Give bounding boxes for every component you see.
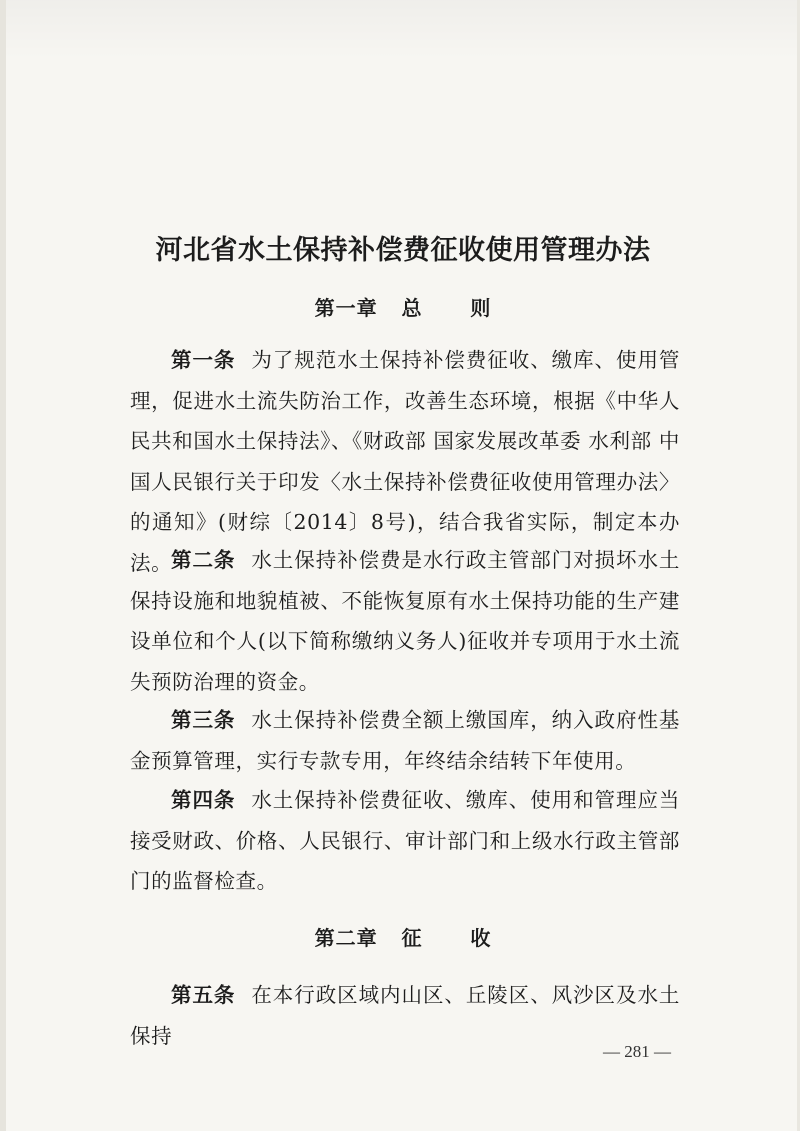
article-label: 第三条 (171, 708, 236, 732)
article-label: 第四条 (171, 788, 236, 812)
page-number: — 281 — (603, 1042, 671, 1061)
article-label: 第二条 (171, 548, 236, 572)
article-text: 在本行政区域内山区、丘陵区、风沙区及水土保持 (130, 983, 680, 1048)
chapter-heading-1: 第一章 总 则 (314, 296, 492, 320)
article-text: 水土保持补偿费全额上缴国库，纳入政府性基金预算管理，实行专款专用，年终结余结转下年使用。 (130, 708, 680, 773)
article-4 (130, 780, 680, 902)
document-title: 河北省水土保持补偿费征收使用管理办法 (155, 235, 651, 266)
article-text: 水土保持补偿费征收、缴库、使用和管理应当接受财政、价格、人民银行、审计部门和上级水行政主管部门的监督检查。 (130, 788, 680, 893)
article-2 (130, 540, 680, 702)
article-label: 第一条 (171, 348, 236, 372)
article-label: 第五条 (171, 983, 236, 1007)
article-text: 为了规范水土保持补偿费征收、缴库、使用管理，促进水土流失防治工作，改善生态环境，根据《中华人民共和国水土保持法》、《财政部 国家发展改革委 水利部 中国人民银行关于印发〈水土保持补偿费征收使用管理办法〉的通知》(财综〔2014〕8号)，结合我省实际，制定本办法。 (130, 348, 680, 575)
chapter-heading-2: 第二章 征 收 (314, 926, 492, 950)
article-3 (130, 700, 680, 781)
article-text: 水土保持补偿费是水行政主管部门对损坏水土保持设施和地貌植被、不能恢复原有水土保持功能的生产建设单位和个人(以下简称缴纳义务人)征收并专项用于水土流失预防治理的资金。 (130, 548, 680, 694)
article-5 (130, 975, 680, 1056)
